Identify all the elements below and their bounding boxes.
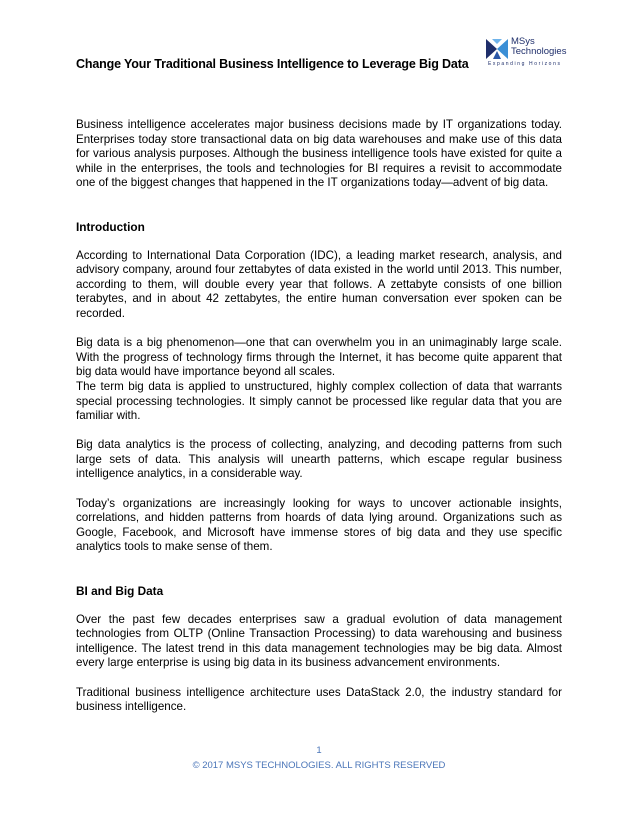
- page-footer: [0, 743, 638, 773]
- paragraph: Traditional business intelligence architecture uses DataStack 2.0, the industry standard for business intelligence.: [76, 685, 562, 714]
- logo-tagline: Expanding Horizons: [488, 61, 562, 67]
- paragraph: Big data analytics is the process of collecting, analyzing, and decoding patterns from such large sets of data. This analysis will unearth patterns, which escape regular business intelligence analytics, in a considerable way.: [76, 438, 562, 481]
- section-heading-bi-and-big-data: BI and Big Data: [76, 584, 164, 599]
- paragraph: Big data is a big phenomenon—one that can overwhelm you in an unimaginably large scale. With the progress of technology firms through the Internet, it has become quite apparent that big data would have importance beyond all scales.: [76, 336, 562, 379]
- logo-name-line2: Technologies: [511, 46, 567, 57]
- paragraph: The term big data is applied to unstructured, highly complex collection of data that warrants special processing technologies. It simply cannot be processed like regular data that you are familiar with.: [76, 379, 562, 423]
- company-logo: [484, 37, 574, 73]
- document-title: Change Your Traditional Business Intelligence to Leverage Big Data: [76, 57, 469, 71]
- logo-name-line1: MSys: [511, 36, 535, 47]
- section-heading-introduction: Introduction: [76, 219, 145, 234]
- logo-mark-icon: [484, 37, 510, 61]
- paragraph: Over the past few decades enterprises saw a gradual evolution of data management technologies from OLTP (Online Transaction Processing) to data warehousing and business intelligence. The latest trend in this data management technologies may be big data. Almost every large enterprise is using big data in its business advancement environments.: [76, 612, 562, 670]
- page-number: 1: [316, 745, 322, 756]
- paragraph: According to International Data Corporation (IDC), a leading market research, analysis, and advisory company, around four zettabytes of data existed in the world until 2013. This number, according to them, will double every year that follows. A zettabyte consists of one billion terabytes, and in about 42 zettabytes, the entire human conversation ever spoken can be recorded.: [76, 248, 562, 320]
- paragraph: Today’s organizations are increasingly looking for ways to uncover actionable insights, correlations, and hidden patterns from hoards of data lying around. Organizations such as Google, Facebook, and Microsoft have immense stores of big data and they use specific analytics tools to make sense of them.: [76, 496, 562, 554]
- document-body: [76, 118, 562, 715]
- intro-paragraph: Business intelligence accelerates major business decisions made by IT organizations today. Enterprises today store transactional data on big data warehouses and make use of this data for various analysis purposes. Although the business intelligence tools have existed for quite a while in the enterprises, the tools and technologies for BI requires a revisit to accommodate one of the biggest changes that happened in the IT organizations today—advent of big data.: [76, 118, 562, 190]
- copyright-notice: © 2017 MSYS TECHNOLOGIES. ALL RIGHTS RESERVED: [192, 760, 446, 771]
- page-header: [76, 36, 567, 88]
